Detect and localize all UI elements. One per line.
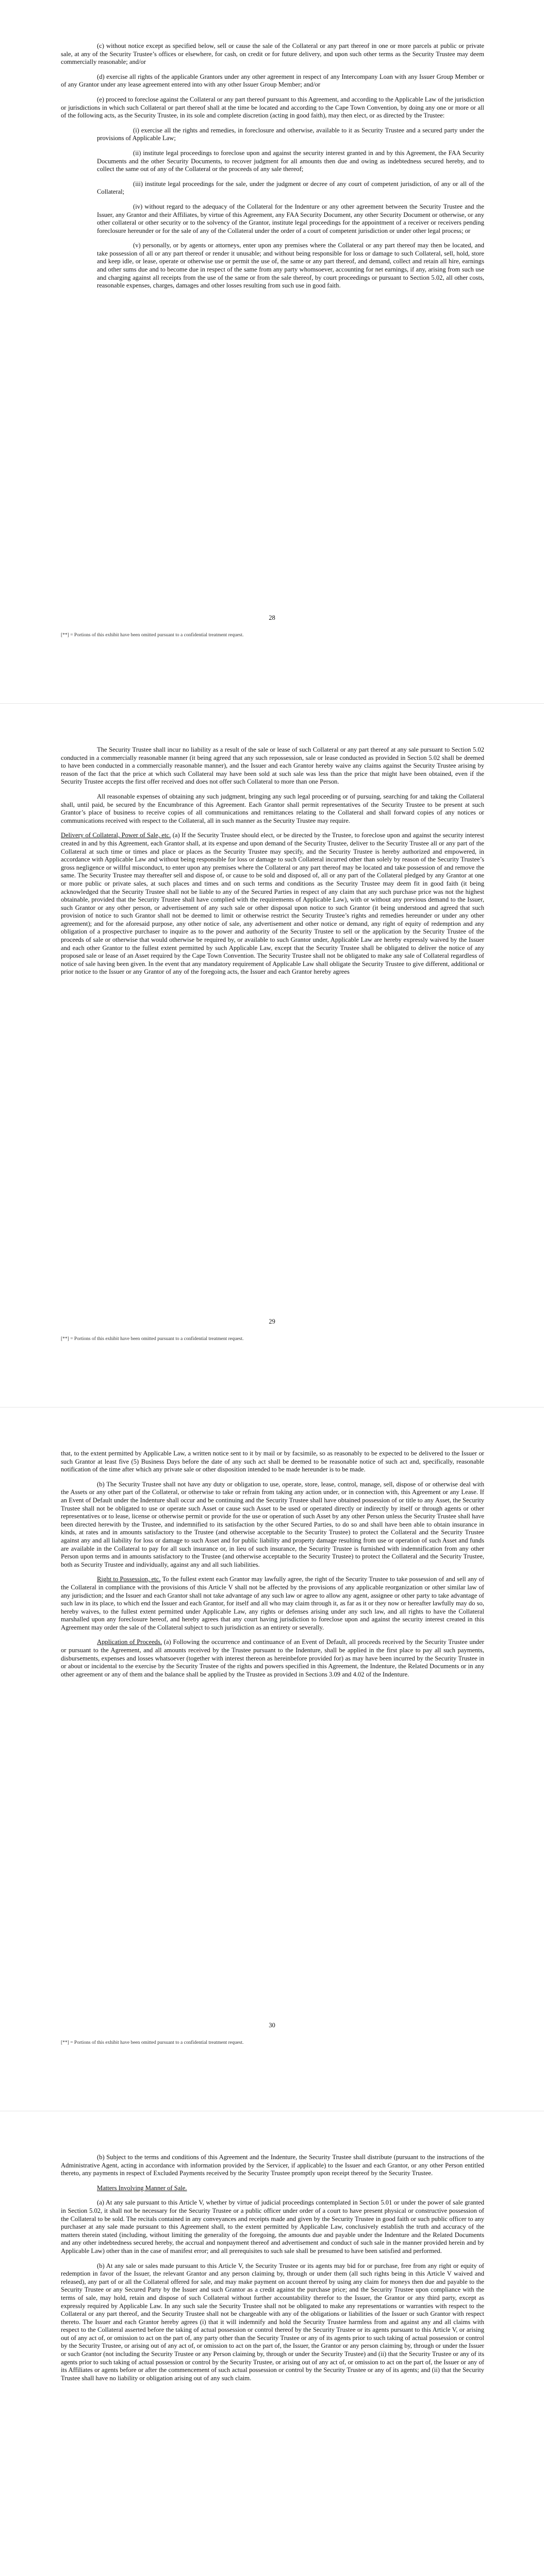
paragraph-reasonable-expenses: All reasonable expenses of obtaining any such judgment, bringing any such legal proceeding or of pursuing, searching for and taking the Collateral shall, until paid, be secured by the Encumbrance of this Agreement. Each Grantor shall permit representatives of the Security Trustee to be present at such Grantor’s place of business to receive copies of all communications and remittances relating to the Collateral and shall forward copies of any notices or communications received with respect to the Collateral, all in such manner as the Security Trustee may require. (61, 792, 484, 824)
document-page-31 (0, 2111, 544, 2576)
paragraph-e-v: (v) personally, or by agents or attorneys, enter upon any premises where the Collateral or any part thereof may then be located, and take possession of all or any part thereof or render it unusable; and without being responsible for loss or damage to such Collateral, sell, hold, store and keep idle, or lease, operate or otherwise use or permit the use of, the same or any part thereof, and demand, collect and retain all hire, earnings and other sums due and to become due in respect of the same from any party whomsoever, accounting for net earnings, if any, arising from such use and charging against all receipts from the use of the same or from the sale thereof, by court proceedings or pursuant to Section 5.02, all other costs, reasonable expenses, charges, damages and other losses resulting from such use in good faith. (97, 242, 484, 290)
paragraph-e-iii: (iii) institute legal proceedings for the sale, under the judgment or decree of any court of competent jurisdiction, of any or all of the Collateral; (97, 180, 484, 196)
page-number: 30 (269, 2022, 275, 2029)
page-number: 28 (269, 614, 275, 621)
section-heading-matters-manner-of-sale (61, 2184, 484, 2193)
right-to-possession-text: To the fullest extent each Grantor may lawfully agree, the right of the Security Trustee to take possession of and sell any of the Collateral in compliance with the provisions of this Article V shall not be affected by the provisions of any applicable reorganization or other similar law of any jurisdiction; and the Issuer and each Grantor shall not take advantage of any such law or agree to allow any agent, assignee or other party to take advantage of such law in its place, to which end the Issuer and each Grantor, for itself and all who may claim through it, as far as it or they now or hereafter lawfully may do so, hereby waives, to the fullest extent permitted under Applicable Law, any rights or defenses arising under any such law, and all rights to have the Collateral marshalled upon any foreclosure hereof, and hereby agrees that any court having jurisdiction to foreclose upon and against the security interest created in this Agreement may order the sale of the Collateral subject to such jurisdiction as an entirety or severally. (61, 1575, 485, 1631)
paragraph-c-sell-collateral: (c) without notice except as specified below, sell or cause the sale of the Collateral or any part thereof in one or more parcels at public or private sale, at any of the Security Trustee’s offices or elsewhere, for cash, on credit or for future delivery, and upon such other terms as the Security Trustee may deem commercially reasonable; and/or (61, 42, 484, 66)
section-heading-text: Matters Involving Manner of Sale. (97, 2184, 187, 2192)
paragraph-d-exercise-rights: (d) exercise all rights of the applicable Grantors under any other agreement in respect of any Intercompany Loan with any Issuer Group Member or of any Grantor under any lease agreement entered into with any other Issuer Group Member; and/or (61, 73, 484, 89)
page-number: 29 (269, 1318, 275, 1325)
paragraph-b-bid-purchase: (b) At any sale or sales made pursuant to this Article V, the Security Trustee or its agents may bid for or purchase, free from any right or equity of redemption in favor of the Issuer, the relevant Grantor and any person claiming by, through or under them (all such rights being in this Article V waived and released), any part of or all the Collateral offered for sale, and may make payment on account thereof by using any claim for moneys then due and payable to the Security Trustee or any Secured Party by the Issuer and such Grantor as a credit against the purchase price; and the Security Trustee upon compliance with the terms of sale, may hold, retain and dispose of such Collateral without further accountability therefor to the Issuer, the Grantor or any third party, except as expressly required by Applicable Law. In any such sale the Security Trustee shall not be obligated to make any representations or warranties with respect to the Collateral or any part thereof, and the Security Trustee shall not be chargeable with any of the obligations or liabilities of the Issuer or such Grantor with respect thereto. The Issuer and each Grantor hereby agrees (i) that it will indemnify and hold the Security Trustee harmless from and against any and all claims with respect to the Collateral asserted before the taking of actual possession or control thereof by the Security Trustee or its agents pursuant to this Article V, or arising out of any act of, or omission to act on the part of, any party other than the Security Trustee or any of its agents prior to such taking of actual possession or control by the Security Trustee, or arising out of any act of, or omission to act on the part of, the Issuer, the Grantor or any person claiming by, through or under the Issuer or such Grantor (not including the Security Trustee or any Person claiming by, through or under the Security Trustee) and (ii) that the Security Trustee or any of its agents prior to such taking of actual possession or control by the Security Trustee, or arising out of any act of, or omission to act on the part of, the Issuer or any of its Affiliates or agents before or after the commencement of such actual possession or control by the Security Trustee or any of its agents; and (ii) that the Security Trustee shall have no liability or obligation arising out of any such claim. (61, 2262, 484, 2382)
confidential-treatment-footnote: [**] = Portions of this exhibit have been omitted pursuant to a confidential treatment request. (61, 2040, 244, 2045)
paragraph-right-to-possession (61, 1575, 484, 1632)
paragraph-b-no-duty: (b) The Security Trustee shall not have any duty or obligation to use, operate, store, lease, control, manage, sell, dispose of or otherwise deal with the Assets or any other part of the Collateral, or otherwise to take or refrain from taking any action under, or in connection with, this Agreement or any Lease. If an Event of Default under the Indenture shall occur and be continuing and the Security Trustee shall have obtained possession of or title to any Asset, the Security Trustee shall not be obligated to use or operate such Asset or cause such Asset to be used or operated directly or indirectly by itself or through agents or other representatives or to lease, license or otherwise permit or provide for the use or operation of such Asset by any other Person unless the Security Trustee shall have been directed herewith by the Trustee, and indemnified to its satisfaction by the other Secured Parties, to do so and shall have been able to obtain insurance in kinds, at rates and in amounts satisfactory to the Trustee (and otherwise acceptable to the Security Trustee) to protect the Collateral and the Security Trustee against any and all liability for loss or damage to such Asset and for public liability and property damage resulting from use or operation of such Asset and funds are available in the Collateral to pay for all such insurance or, in lieu of such insurance, the Security Trustee is furnished with indemnification from any other Person upon terms and in amounts satisfactory to the Trustee (and otherwise acceptable to the Security Trustee) to protect the Collateral and the Security Trustee, both as Security Trustee and individually, against any and all such liabilities. (61, 1480, 484, 1568)
paragraph-e-iv: (iv) without regard to the adequacy of the Collateral for the Indenture or any other agreement between the Security Trustee and the Issuer, any Grantor and their Affiliates, by virtue of this Agreement, any FAA Security Document, any other Security Document or otherwise, or any other collateral or other security or to the solvency of the Grantor, institute legal proceedings for the appointment of a receiver or receivers pending foreclosure hereunder or for the sale of any of the Collateral under the order of a court of competent jurisdiction or under other legal process; or (97, 202, 484, 234)
confidential-treatment-footnote: [**] = Portions of this exhibit have been omitted pursuant to a confidential treatment request. (61, 1336, 244, 1342)
document-page-29 (0, 704, 544, 1407)
section-heading-application-of-proceeds: Application of Proceeds. (97, 1638, 162, 1646)
confidential-treatment-footnote: [**] = Portions of this exhibit have been omitted pursuant to a confidential treatment request. (61, 633, 244, 638)
paragraph-e-foreclose: (e) proceed to foreclose against the Collateral or any part thereof pursuant to this Agreement, and according to the Applicable Law of the jurisdiction or jurisdictions in which such Collateral or part thereof shall at the time be located and according to the Cape Town Convention, by doing any one or more or all of the following acts, as the Security Trustee, in its sole and complete discretion (acting in good faith), may then elect, or as directed by the Trustee: (61, 95, 484, 120)
paragraph-no-liability: The Security Trustee shall incur no liability as a result of the sale or lease of such Collateral or any part thereof at any sale pursuant to Section 5.02 conducted in a commercially reasonable manner (it being agreed that any such repossession, sale or lease conducted as provided in Section 5.02 shall be deemed to have been conducted in a commercially reasonable manner), and the Issuer and each Grantor hereby waive any claims against the Security Trustee arising by reason of the fact that the price at which such Collateral may have been sold at such sale was less than the price that might have been obtained, even if the Security Trustee accepts the first offer received and does not offer such Collateral to more than one Person. (61, 746, 484, 786)
paragraph-e-ii: (ii) institute legal proceedings to foreclose upon and against the security interest granted in and by this Agreement, the FAA Security Documents and the other Security Documents, to recover judgment for all amounts then due and owing as indebtedness secured hereby, and to collect the same out of any of the Collateral or the proceeds of any sale thereof; (97, 149, 484, 173)
section-heading-right-to-possession: Right to Possession, etc. (97, 1575, 161, 1583)
paragraph-b-excluded-payments: (b) Subject to the terms and conditions of this Agreement and the Indenture, the Security Trustee shall distribute (pursuant to the instructions of the Administrative Agent, acting in accordance with information provided by the Servicer, if applicable) to the Issuer and each Grantor, or any other Person entitled thereto, any payments in respect of Excluded Payments received by the Security Trustee promptly upon receipt thereof by the Security Trustee. (61, 2154, 484, 2177)
paragraph-delivery-of-collateral (61, 832, 484, 976)
paragraph-a-sale-recitals: (a) At any sale pursuant to this Article V, whether by virtue of judicial proceedings contemplated in Section 5.01 or under the power of sale granted in Section 5.02, it shall not be necessary for the Security Trustee or a public officer under order of a court to have present physical or constructive possession of the Collateral to be sold. The recitals contained in any conveyances and receipts made and given by the Security Trustee in good faith or such public officer to any purchaser at any sale made pursuant to this Agreement shall, to the extent permitted by Applicable Law, conclusively establish the truth and accuracy of the matters therein stated (including, without limiting the generality of the foregoing, the amounts due and payable under the Indenture and the Related Documents and any other indebtedness secured hereby, the accrual and nonpayment thereof and advertisement and conduct of such sale in the manner provided herein and by Applicable Law) other than in the case of manifest error; and all prerequisites to such sale shall be presumed to have been satisfied and performed. (61, 2199, 484, 2255)
delivery-of-collateral-text: (a) If the Security Trustee should elect, or be directed by the Trustee, to foreclose upon and against the security interest created in and by this Agreement, each Grantor shall, at its expense and upon demand of the Security Trustee, deliver to the Security Trustee all or any part of the Collateral at such time or times and place or places as the Security Trustee may specify, and the Security Trustee is hereby authorized and empowered, in accordance with Applicable Law and without being responsible for loss or damage to such Collateral incurred other than solely by reason of the Security Trustee’s gross negligence or willful misconduct, to enter upon any premises where the Collateral or any part thereof may be located and take possession of and remove the same. The Security Trustee may thereafter sell and dispose of, or cause to be sold and disposed of, all or any part of the Collateral pledged by any Grantor at one or more public or private sales, at such places and times and on such terms and conditions as the Security Trustee may deem fit in good faith (it being acknowledged that the Security Trustee shall not be liable to any of the Secured Parties in respect of any claim that any such purchase price was not the highest obtainable, provided that the Security Trustee shall have complied with the requirements of Applicable Law), with or without any previous demand to the Issuer, such Grantor or any other person, or advertisement of any such sale or other disposal upon notice to such Grantor (it being understood and agreed that such provision of notice to such Grantor shall not be deemed to limit or otherwise restrict the Security Trustee’s rights and remedies hereunder or under any other agreement); and for the aforesaid purpose, any other notice of sale, any advertisement and other notice or demand, any right of equity of redemption and any obligation of a prospective purchaser to inquire as to the power and authority of the Security Trustee to sell or the application by the Security Trustee of the proceeds of sale or otherwise that would otherwise be required by, or available to such Grantor under, Applicable Law are hereby expressly waived by the Issuer and each other Grantor to the fullest extent permitted by such Applicable Law, except that the Security Trustee shall be obligated to deliver the notice of any proposed sale or lease of an Asset required by the Cape Town Convention. The Security Trustee shall not be obligated to make any sale of Collateral regardless of notice of sale having been given. In the event that any mandatory requirement of Applicable Law shall obligate the Security Trustee to give different, additional or prior notice to the Issuer or any Grantor of any of the foregoing acts, the Issuer and each Grantor hereby agrees (61, 832, 484, 976)
paragraph-e-i: (i) exercise all the rights and remedies, in foreclosure and otherwise, available to it as Security Trustee and a secured party under the provisions of Applicable Law; (97, 126, 484, 142)
document-page-28 (0, 0, 544, 703)
application-of-proceeds-text: (a) Following the occurrence and continuance of an Event of Default, all proceeds received by the Security Trustee under or pursuant to the Agreement, and all amounts received by the Trustee pursuant to the Indenture, shall be applied in the first place to pay all such payments, disbursements, expenses and losses whatsoever (together with interest thereon as hereinbefore provided for) as may have been incurred by the Security Trustee in or about or incidental to the exercise by the Security Trustee of the rights and powers specified in this Agreement, the Indenture, the Related Documents or in any other agreement or any of them and the balance shall be applied by the Trustee as provided in Sections 3.09 and 4.02 of the Indenture. (61, 1638, 485, 1678)
paragraph-application-of-proceeds (61, 1638, 484, 1679)
section-heading-delivery-of-collateral: Delivery of Collateral, Power of Sale, etc. (61, 832, 171, 839)
document-page-30 (0, 1408, 544, 2111)
paragraph-notice-continuation: that, to the extent permitted by Applicable Law, a written notice sent to it by mail or by facsimile, so as reasonably to be expected to be delivered to the Issuer or such Grantor at least five (5) Business Days before the date of any such act shall be deemed to be reasonable notice of such act and, specifically, reasonable notification of the time after which any private sale or other disposition intended to be made hereunder is to be made. (61, 1450, 484, 1473)
